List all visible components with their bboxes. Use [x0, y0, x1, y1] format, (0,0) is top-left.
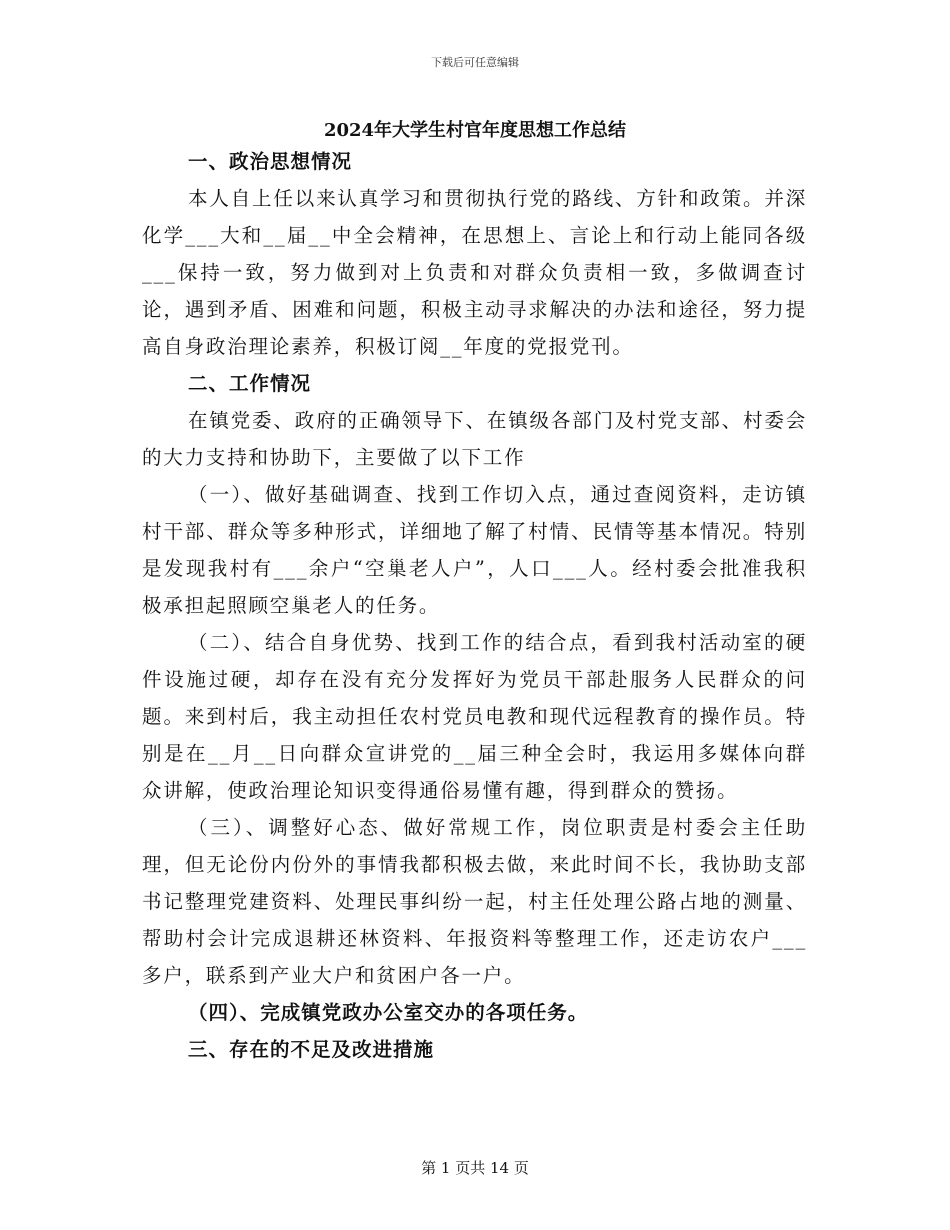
- section-heading-shortcomings: 三、存在的不足及改进措施: [188, 1038, 435, 1061]
- page-footer: 第 1 页共 14 页: [421, 1159, 529, 1177]
- paragraph: （一）、做好基础调查、找到工作切入点，通过查阅资料，走访镇村干部、群众等多种形式，详细地了解了村情、民情等基本情况。特别是发现我村有___余户“空巢老人户”，人口___人。经村委会批准我积极承担起照顾空巢老人的任务。: [142, 483, 807, 617]
- bold-work-item: （四）、完成镇党政办公室交办的各项任务。: [188, 1001, 589, 1024]
- paragraph: （三）、调整好心态、做好常规工作，岗位职责是村委会主任助理，但无论份内份外的事情我都积极去做，来此时间不长，我协助支部书记整理党建资料、处理民事纠纷一起，村主任处理公路占地的测量、帮助村会计完成退耕还林资料、年报资料等整理工作，还走访农户___多户，联系到产业大户和贫困户各一户。: [142, 816, 807, 987]
- paragraph: （二）、结合自身优势、找到工作的结合点，看到我村活动室的硬件设施过硬，却存在没有充分发挥好为党员干部赴服务人民群众的问题。来到村后，我主动担任农村党员电教和现代远程教育的操作员。特别是在__月__日向群众宣讲党的__届三种全会时，我运用多媒体向群众讲解，使政治理论知识变得通俗易懂有趣，得到群众的赞扬。: [142, 631, 807, 802]
- section-heading-political: 一、政治思想情况: [188, 150, 353, 173]
- document-body: [142, 143, 807, 1068]
- paragraph: 在镇党委、政府的正确领导下、在镇级各部门及村党支部、村委会的大力支持和协助下，主要做了以下工作: [142, 409, 807, 469]
- document-title: 2024年大学生村官年度思想工作总结: [323, 120, 627, 141]
- paragraph: 本人自上任以来认真学习和贯彻执行党的路线、方针和政策。并深化学___大和__届__中全会精神，在思想上、言论上和行动上能同各级___保持一致，努力做到对上负责和对群众负责相一致，多做调查讨论，遇到矛盾、困难和问题，积极主动寻求解决的办法和途径，努力提高自身政治理论素养，积极订阅__年度的党报党刊。: [142, 187, 807, 358]
- header-note: 下载后可任意编辑: [431, 56, 519, 69]
- section-heading-work: 二、工作情况: [188, 372, 312, 395]
